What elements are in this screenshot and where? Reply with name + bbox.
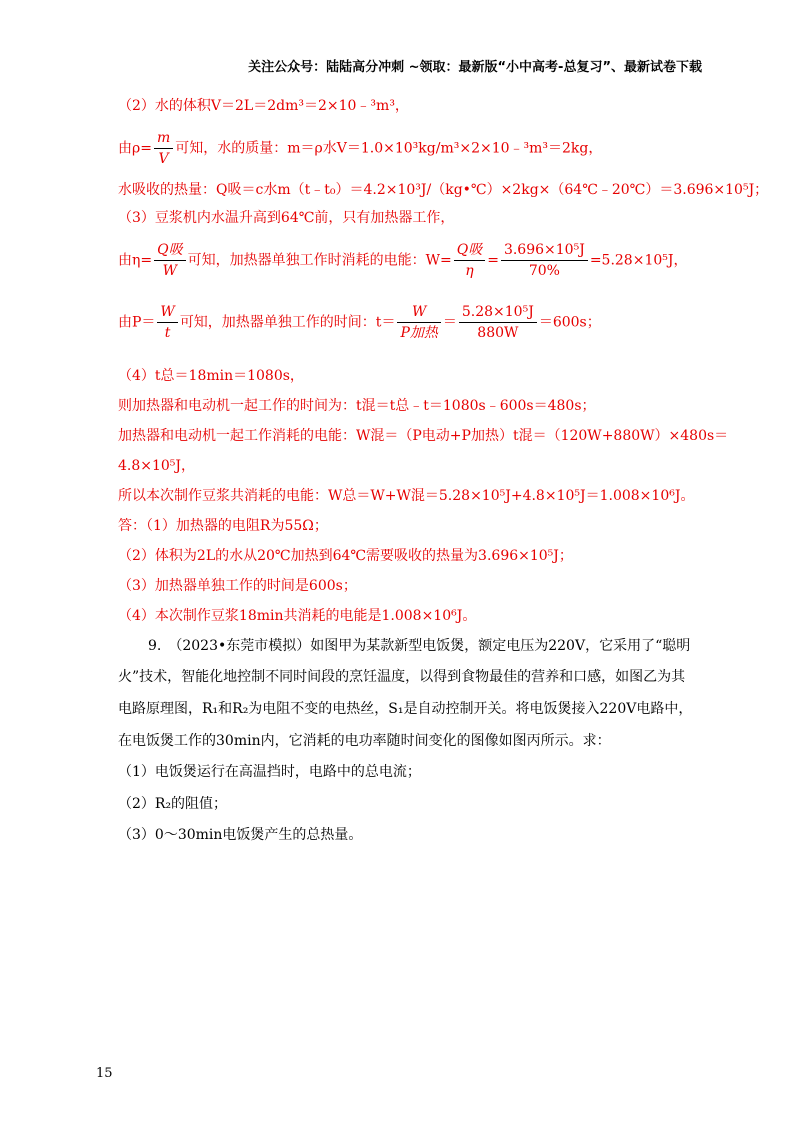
page-number: 15 xyxy=(96,1066,113,1081)
solution-line-combined-energy: 加热器和电动机一起工作消耗的电能：W混＝（P电动+P加热）t混＝（120W+880W）×480s＝ xyxy=(118,428,729,444)
formula-prefix: 由ρ= xyxy=(118,140,152,157)
solution-line-part3-intro: （3）豆浆机内水温升高到64℃前，只有加热器工作， xyxy=(118,210,455,226)
formula-text: 可知，水的质量：m＝ρ水V＝1.0×10³kg/m³×2×10﹣³m³＝2kg， xyxy=(175,140,603,157)
fraction-denominator: 880W xyxy=(459,322,537,343)
solution-line-total-energy: 所以本次制作豆浆共消耗的电能：W总＝W+W混＝5.28×10⁵J+4.8×10⁵J＝1.008×10⁶J。 xyxy=(118,488,695,504)
fraction-numerator: Q吸 xyxy=(157,242,183,258)
formula-equals: = xyxy=(487,252,499,269)
formula-prefix: 由P＝ xyxy=(118,314,156,331)
answer-line-2: （2）体积为2L的水从20℃加热到64℃需要吸收的热量为3.696×10⁵J； xyxy=(118,548,573,564)
fraction-numerator: W xyxy=(160,304,175,320)
solution-line-heater-energy xyxy=(118,240,687,281)
fraction-numerator: W xyxy=(411,304,427,320)
question-9-line-1: 9. （2023•东莞市模拟）如图甲为某款新型电饭煲，额定电压为220V，它采用了“聪明 xyxy=(148,638,691,654)
solution-line-heat-absorbed: 水吸收的热量：Q吸＝c水m（t﹣t₀）＝4.2×10³J/（kg•℃）×2kg×（64℃﹣20℃）＝3.696×10⁵J； xyxy=(118,182,769,198)
question-9-part-1: （1）电饭煲运行在高温挡时，电路中的总电流； xyxy=(118,764,421,780)
answer-line-3: （3）加热器单独工作的时间是600s； xyxy=(118,578,357,594)
question-9-part-3: （3）0～30min电饭煲产生的总热量。 xyxy=(118,827,363,843)
question-9-line-3: 电路原理图，R₁和R₂为电阻不变的电热丝，S₁是自动控制开关。将电饭煲接入220V电路中， xyxy=(118,701,693,717)
fraction-density xyxy=(154,128,173,169)
fraction-denominator: V xyxy=(154,148,173,169)
fraction-energy-values xyxy=(501,240,588,281)
fraction-numerator: 5.28×10⁵J xyxy=(461,304,534,320)
formula-prefix: 由η= xyxy=(118,252,153,269)
question-9-part-2: （2）R₂的阻值； xyxy=(118,796,228,812)
formula-result: ＝600s； xyxy=(538,314,601,331)
fraction-denominator: η xyxy=(454,260,485,281)
formula-text: 可知，加热器单独工作时消耗的电能：W= xyxy=(187,252,452,269)
fraction-denominator: t xyxy=(157,322,177,343)
solution-line-water-mass xyxy=(118,128,602,169)
solution-line-heater-time xyxy=(118,302,601,343)
question-9-line-2: 火”技术，智能化地控制不同时间段的烹饪温度，以得到食物最佳的营养和口感，如图乙为其 xyxy=(118,669,686,685)
fraction-time-values xyxy=(459,302,537,343)
solution-line-combined-time: 则加热器和电动机一起工作的时间为：t混＝t总﹣t＝1080s﹣600s＝480s； xyxy=(118,398,596,414)
fraction-denominator: P加热 xyxy=(397,322,440,343)
solution-line-total-time: （4）t总＝18min＝1080s， xyxy=(118,368,304,384)
fraction-energy-formula xyxy=(454,240,485,281)
fraction-efficiency xyxy=(154,240,185,281)
fraction-denominator: 70% xyxy=(501,260,588,281)
page-header: 关注公众号：陆陆高分冲刺 ~领取：最新版“小中高考-总复习”、最新试卷下载 xyxy=(248,60,702,75)
formula-result: =5.28×10⁵J， xyxy=(589,252,688,269)
answer-line-1: 答：（1）加热器的电阻R为55Ω； xyxy=(118,518,328,534)
fraction-time-formula xyxy=(397,302,440,343)
solution-line-water-volume: （2）水的体积V＝2L＝2dm³＝2×10﹣³m³， xyxy=(118,98,409,114)
answer-line-4: （4）本次制作豆浆18min共消耗的电能是1.008×10⁶J。 xyxy=(118,608,477,624)
fraction-numerator: m xyxy=(156,130,171,146)
fraction-numerator: Q吸 xyxy=(456,242,483,258)
fraction-numerator: 3.696×10⁵J xyxy=(503,242,585,258)
solution-line-combined-energy-result: 4.8×10⁵J， xyxy=(118,458,196,474)
formula-text: 可知，加热器单独工作的时间：t＝ xyxy=(179,314,396,331)
fraction-denominator: W xyxy=(154,260,185,281)
fraction-power xyxy=(157,302,177,343)
formula-equals: ＝ xyxy=(442,314,457,331)
question-9-line-4: 在电饭煲工作的30min内，它消耗的电功率随时间变化的图像如图丙所示。求： xyxy=(118,733,611,749)
